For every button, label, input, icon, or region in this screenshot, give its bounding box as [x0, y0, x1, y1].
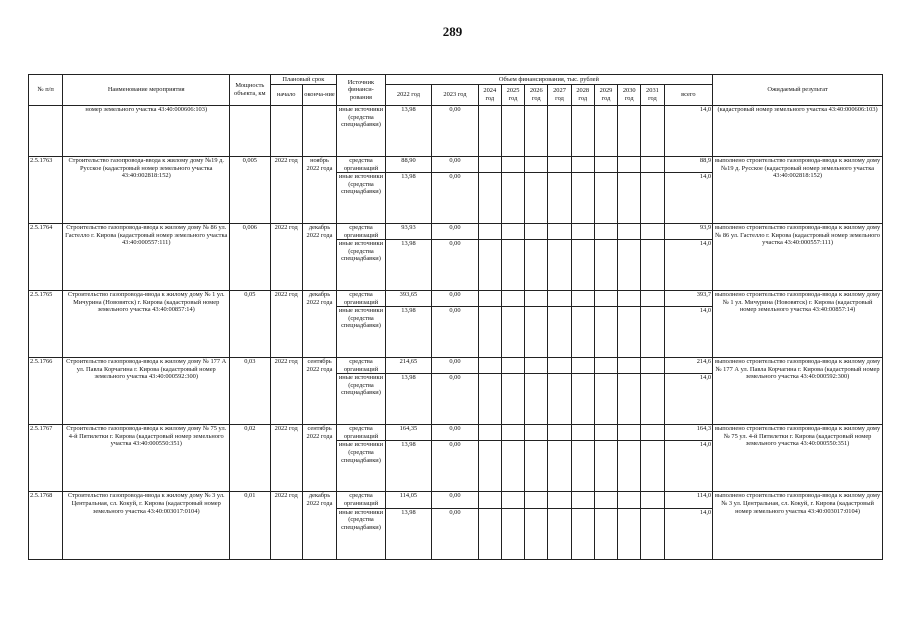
cell-2031 [641, 240, 664, 291]
cell-2030 [618, 358, 641, 374]
cell-2022: 13,98 [385, 106, 431, 157]
cell-2025 [501, 492, 524, 508]
header-funding: Объем финансирования, тыс. рублей [385, 75, 712, 85]
cell-total: 214,6 [664, 358, 713, 374]
cell-capacity: 0,01 [230, 492, 270, 559]
cell-total: 14,0 [664, 508, 713, 559]
cell-source: средства организаций [337, 291, 386, 307]
cell-2026 [525, 508, 548, 559]
table-row [29, 425, 883, 441]
cell-2024 [478, 358, 501, 374]
header-num: № п/п [29, 75, 63, 106]
cell-2022: 393,65 [385, 291, 431, 307]
cell-2030 [618, 307, 641, 358]
header-year: 2029 год [594, 85, 617, 106]
cell-2031 [641, 307, 664, 358]
header-year: 2030 год [618, 85, 641, 106]
cell-2023: 0,00 [432, 224, 478, 240]
cell-end: ноябрь 2022 года [302, 157, 336, 224]
cell-2028 [571, 425, 594, 441]
cell-2022: 214,65 [385, 358, 431, 374]
cell-capacity [230, 106, 270, 157]
cell-2027 [548, 224, 571, 240]
cell-2031 [641, 374, 664, 425]
cell-2024 [478, 106, 501, 157]
cell-2024 [478, 508, 501, 559]
header-year: 2031 год [641, 85, 664, 106]
cell-2028 [571, 374, 594, 425]
cell-num: 2.5.1766 [29, 358, 63, 425]
header-start: начало [270, 85, 302, 106]
cell-2028 [571, 291, 594, 307]
cell-2024 [478, 224, 501, 240]
cell-2022: 13,98 [385, 441, 431, 492]
cell-2028 [571, 173, 594, 224]
cell-2028 [571, 358, 594, 374]
cell-start [270, 106, 302, 157]
cell-name: Строительство газопровода-ввода к жилому дому № 3 ул. Центральная, сл. Кокуй, г. Кирова (кадастровый номер земельного участка 43:40:003017:0104) [63, 492, 230, 559]
cell-num: 2.5.1763 [29, 157, 63, 224]
cell-total: 93,9 [664, 224, 713, 240]
cell-2022: 164,35 [385, 425, 431, 441]
cell-2029 [594, 240, 617, 291]
cell-2022: 93,93 [385, 224, 431, 240]
cell-2025 [501, 224, 524, 240]
header-source: Источник финанси-рования [337, 75, 386, 106]
cell-result: выполнено строительство газопровода-ввода к жилому дому № 86 ул. Гастелло г. Кирова (кадастровый номер земельного участка 43:40:000557:111) [713, 224, 883, 291]
cell-total: 393,7 [664, 291, 713, 307]
cell-name: Строительство газопровода-ввода к жилому дому № 75 ул. 4-й Пятилетки г. Кирова (кадастровый номер земельного участка 43:40:000550:351) [63, 425, 230, 492]
cell-start: 2022 год [270, 291, 302, 358]
cell-2024 [478, 291, 501, 307]
cell-2024 [478, 374, 501, 425]
cell-total: 14,0 [664, 106, 713, 157]
cell-capacity: 0,02 [230, 425, 270, 492]
cell-result: выполнено строительство газопровода-ввода к жилому дому № 177 А ул. Павла Корчагина г. Кирова (кадастровый номер земельного участка 43:40:000592:300) [713, 358, 883, 425]
table-row [29, 291, 883, 307]
cell-num: 2.5.1765 [29, 291, 63, 358]
cell-2027 [548, 492, 571, 508]
cell-2027 [548, 106, 571, 157]
cell-2029 [594, 224, 617, 240]
cell-total: 14,0 [664, 441, 713, 492]
cell-2023: 0,00 [432, 106, 478, 157]
cell-2031 [641, 291, 664, 307]
cell-2030 [618, 441, 641, 492]
cell-2027 [548, 240, 571, 291]
header-capacity: Мощность объекта, км [230, 75, 270, 106]
cell-2022: 13,98 [385, 240, 431, 291]
cell-2023: 0,00 [432, 508, 478, 559]
cell-2022: 13,98 [385, 374, 431, 425]
cell-2027 [548, 157, 571, 173]
cell-2027 [548, 374, 571, 425]
cell-source: иные источники (средства спецнадбавки) [337, 441, 386, 492]
cell-2022: 114,05 [385, 492, 431, 508]
cell-2029 [594, 358, 617, 374]
cell-2023: 0,00 [432, 307, 478, 358]
cell-total: 14,0 [664, 307, 713, 358]
cell-source: иные источники (средства спецнадбавки) [337, 240, 386, 291]
cell-2030 [618, 157, 641, 173]
cell-source: иные источники (средства спецнадбавки) [337, 106, 386, 157]
cell-2028 [571, 224, 594, 240]
cell-2023: 0,00 [432, 173, 478, 224]
cell-result: выполнено строительство газопровода-ввода к жилому дому № 75 ул. 4-й Пятилетки г. Кирова (кадастровый номер земельного участка 43:40:000550:351) [713, 425, 883, 492]
cell-2025 [501, 291, 524, 307]
cell-2027 [548, 441, 571, 492]
cell-2028 [571, 106, 594, 157]
cell-2029 [594, 508, 617, 559]
cell-name: Строительство газопровода-ввода к жилому дому № 86 ул. Гастелло г. Кирова (кадастровый номер земельного участка 43:40:000557:111) [63, 224, 230, 291]
cell-2029 [594, 307, 617, 358]
table-row [29, 492, 883, 508]
cell-2025 [501, 157, 524, 173]
cell-2025 [501, 106, 524, 157]
cell-source: иные источники (средства спецнадбавки) [337, 374, 386, 425]
cell-num [29, 106, 63, 157]
table-body [29, 106, 883, 560]
cell-2026 [525, 441, 548, 492]
cell-2023: 0,00 [432, 374, 478, 425]
cell-2025 [501, 425, 524, 441]
cell-end: сентябрь 2022 года [302, 425, 336, 492]
cell-end: декабрь 2022 года [302, 492, 336, 559]
cell-2027 [548, 425, 571, 441]
cell-name: Строительство газопровода-ввода к жилому дому № 177 А ул. Павла Корчагина г. Кирова (кадастровый номер земельного участка 43:40:000592:300) [63, 358, 230, 425]
cell-2027 [548, 508, 571, 559]
cell-2028 [571, 157, 594, 173]
cell-total: 14,0 [664, 240, 713, 291]
cell-2024 [478, 240, 501, 291]
cell-2031 [641, 508, 664, 559]
cell-num: 2.5.1767 [29, 425, 63, 492]
cell-2026 [525, 240, 548, 291]
cell-total: 88,9 [664, 157, 713, 173]
cell-2026 [525, 307, 548, 358]
cell-2030 [618, 508, 641, 559]
header-name: Наименование мероприятия [63, 75, 230, 106]
cell-2023: 0,00 [432, 240, 478, 291]
cell-2030 [618, 224, 641, 240]
cell-2024 [478, 173, 501, 224]
cell-end: декабрь 2022 года [302, 224, 336, 291]
cell-2025 [501, 441, 524, 492]
cell-2024 [478, 492, 501, 508]
table-row [29, 358, 883, 374]
cell-capacity: 0,03 [230, 358, 270, 425]
header-year: 2024 год [478, 85, 501, 106]
cell-source: средства организаций [337, 224, 386, 240]
cell-2029 [594, 173, 617, 224]
cell-2027 [548, 358, 571, 374]
cell-2029 [594, 291, 617, 307]
cell-2028 [571, 441, 594, 492]
cell-2031 [641, 106, 664, 157]
cell-source: средства организаций [337, 425, 386, 441]
cell-2030 [618, 425, 641, 441]
header-year: 2022 год [385, 85, 431, 106]
cell-2023: 0,00 [432, 441, 478, 492]
funding-table [28, 74, 883, 560]
cell-start: 2022 год [270, 425, 302, 492]
cell-2026 [525, 374, 548, 425]
table-row-continuation [29, 106, 883, 157]
header-year: 2028 год [571, 85, 594, 106]
cell-2031 [641, 173, 664, 224]
header-year: 2026 год [525, 85, 548, 106]
cell-result: выполнено строительство газопровода-ввода к жилому дому № 3 ул. Центральная, сл. Кокуй, г. Кирова (кадастровый номер земельного участка 43:40:003017:0104) [713, 492, 883, 559]
cell-source: средства организаций [337, 492, 386, 508]
cell-2029 [594, 374, 617, 425]
cell-2030 [618, 106, 641, 157]
header-result: Ожидаемый результат [713, 75, 883, 106]
header-year: 2025 год [501, 85, 524, 106]
cell-2029 [594, 106, 617, 157]
cell-result: выполнено строительство газопровода-ввода к жилому дому №19 д. Русское (кадастровый номер земельного участка 43:40:002818:152) [713, 157, 883, 224]
cell-2026 [525, 492, 548, 508]
cell-2030 [618, 240, 641, 291]
header-planned-term: Плановый срок [270, 75, 337, 85]
cell-total: 164,3 [664, 425, 713, 441]
header-total: всего [664, 85, 713, 106]
cell-2025 [501, 374, 524, 425]
cell-start: 2022 год [270, 224, 302, 291]
cell-2028 [571, 240, 594, 291]
cell-start: 2022 год [270, 358, 302, 425]
cell-result: выполнено строительство газопровода-ввода к жилому дому № 1 ул. Мичурина (Нововятск) г. Кирова (кадастровый номер земельного участка 43:40:00857:14) [713, 291, 883, 358]
cell-name: Строительство газопровода-ввода к жилому дому №19 д. Русское (кадастровый номер земельного участка 43:40:002818:152) [63, 157, 230, 224]
cell-end: декабрь 2022 года [302, 291, 336, 358]
table-row [29, 224, 883, 240]
cell-2024 [478, 157, 501, 173]
cell-2031 [641, 358, 664, 374]
cell-2025 [501, 358, 524, 374]
cell-2031 [641, 492, 664, 508]
cell-2026 [525, 106, 548, 157]
cell-num: 2.5.1768 [29, 492, 63, 559]
cell-2027 [548, 307, 571, 358]
cell-2026 [525, 157, 548, 173]
cell-2025 [501, 173, 524, 224]
cell-2030 [618, 291, 641, 307]
cell-2024 [478, 425, 501, 441]
cell-2028 [571, 508, 594, 559]
cell-2023: 0,00 [432, 157, 478, 173]
cell-2029 [594, 425, 617, 441]
cell-source: иные источники (средства спецнадбавки) [337, 508, 386, 559]
cell-2029 [594, 441, 617, 492]
cell-end [302, 106, 336, 157]
cell-source: иные источники (средства спецнадбавки) [337, 173, 386, 224]
cell-2027 [548, 291, 571, 307]
cell-2027 [548, 173, 571, 224]
cell-capacity: 0,05 [230, 291, 270, 358]
cell-2026 [525, 425, 548, 441]
cell-2022: 13,98 [385, 307, 431, 358]
cell-2026 [525, 358, 548, 374]
cell-num: 2.5.1764 [29, 224, 63, 291]
cell-2022: 13,98 [385, 508, 431, 559]
cell-source: средства организаций [337, 358, 386, 374]
cell-2031 [641, 425, 664, 441]
cell-2022: 88,90 [385, 157, 431, 173]
header-end: оконча-ние [302, 85, 336, 106]
cell-2025 [501, 508, 524, 559]
cell-2030 [618, 492, 641, 508]
cell-total: 14,0 [664, 173, 713, 224]
cell-2023: 0,00 [432, 291, 478, 307]
cell-2031 [641, 441, 664, 492]
cell-2029 [594, 492, 617, 508]
cell-start: 2022 год [270, 157, 302, 224]
cell-name: номер земельного участка 43:40:000606:103) [63, 106, 230, 157]
page-number: 289 [442, 24, 463, 39]
cell-2031 [641, 224, 664, 240]
cell-2028 [571, 307, 594, 358]
cell-2029 [594, 157, 617, 173]
cell-capacity: 0,005 [230, 157, 270, 224]
cell-start: 2022 год [270, 492, 302, 559]
cell-2030 [618, 173, 641, 224]
cell-2023: 0,00 [432, 425, 478, 441]
cell-2024 [478, 441, 501, 492]
cell-name: Строительство газопровода-ввода к жилому дому № 1 ул. Мичурина (Нововятск) г. Кирова (кадастровый номер земельного участка 43:40:00857:14) [63, 291, 230, 358]
cell-2030 [618, 374, 641, 425]
cell-result: (кадастровый номер земельного участка 43:40:000606:103) [713, 106, 883, 157]
cell-2026 [525, 291, 548, 307]
cell-2022: 13,98 [385, 173, 431, 224]
cell-2023: 0,00 [432, 358, 478, 374]
cell-capacity: 0,006 [230, 224, 270, 291]
cell-2026 [525, 224, 548, 240]
cell-source: иные источники (средства спецнадбавки) [337, 307, 386, 358]
cell-source: средства организаций [337, 157, 386, 173]
cell-2028 [571, 492, 594, 508]
cell-end: сентябрь 2022 года [302, 358, 336, 425]
cell-2024 [478, 307, 501, 358]
cell-2026 [525, 173, 548, 224]
header-year: 2023 год [432, 85, 478, 106]
cell-total: 14,0 [664, 374, 713, 425]
cell-2031 [641, 157, 664, 173]
cell-total: 114,0 [664, 492, 713, 508]
header-year: 2027 год [548, 85, 571, 106]
table-row [29, 157, 883, 173]
cell-2023: 0,00 [432, 492, 478, 508]
cell-2025 [501, 307, 524, 358]
cell-2025 [501, 240, 524, 291]
